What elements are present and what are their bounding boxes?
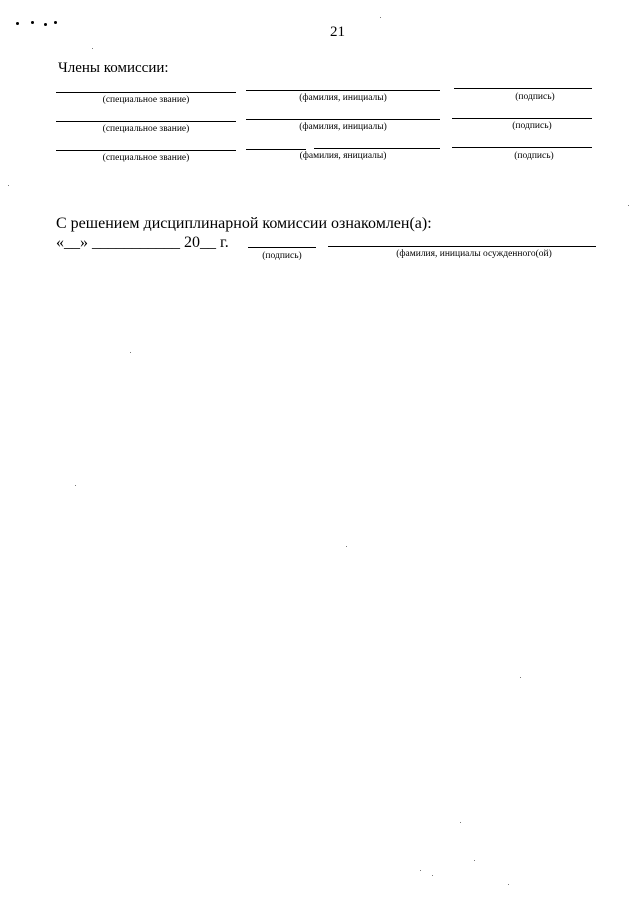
- signature-line: [454, 88, 592, 89]
- name-line: [246, 119, 440, 120]
- rank-line: [56, 150, 236, 151]
- date-month-blank: ___________: [92, 234, 180, 251]
- rank-line: [56, 121, 236, 122]
- date-year-blank: __: [200, 234, 216, 251]
- rank-caption: (специальное звание): [102, 124, 190, 134]
- name-caption: (фамилия, инициалы): [299, 122, 387, 132]
- page-number: 21: [330, 24, 345, 40]
- date-day-blank: __: [64, 234, 80, 251]
- name-line: [246, 90, 440, 91]
- signature-caption: (подпись): [514, 151, 554, 161]
- signature-caption: (подпись): [515, 92, 555, 102]
- rank-line: [56, 92, 236, 93]
- date-year-prefix: 20: [184, 234, 200, 251]
- commission-members-heading: Члены комиссии:: [58, 60, 169, 76]
- rank-caption: (специальное звание): [102, 153, 190, 163]
- date-open-quote: «: [56, 234, 64, 251]
- acknowledgement-date: [56, 234, 229, 252]
- name-line: [314, 148, 440, 149]
- date-year-suffix: г.: [220, 234, 229, 251]
- name-caption: (фамилия, янициалы): [299, 151, 387, 161]
- convict-signature-caption: (подпись): [262, 251, 302, 261]
- acknowledgement-heading: С решением дисциплинарной комиссии ознакомлен(а):: [56, 215, 432, 232]
- date-close-quote: »: [80, 234, 88, 251]
- signature-line: [452, 147, 592, 148]
- signature-caption: (подпись): [512, 121, 552, 131]
- convict-name-line: [328, 246, 596, 247]
- convict-signature-line: [248, 247, 316, 248]
- signature-line: [452, 118, 592, 119]
- convict-name-caption: (фамилия, инициалы осужденного(ой): [396, 249, 552, 259]
- rank-caption: (специальное звание): [102, 95, 190, 105]
- name-line: [246, 149, 306, 150]
- name-caption: (фамилия, инициалы): [299, 93, 387, 103]
